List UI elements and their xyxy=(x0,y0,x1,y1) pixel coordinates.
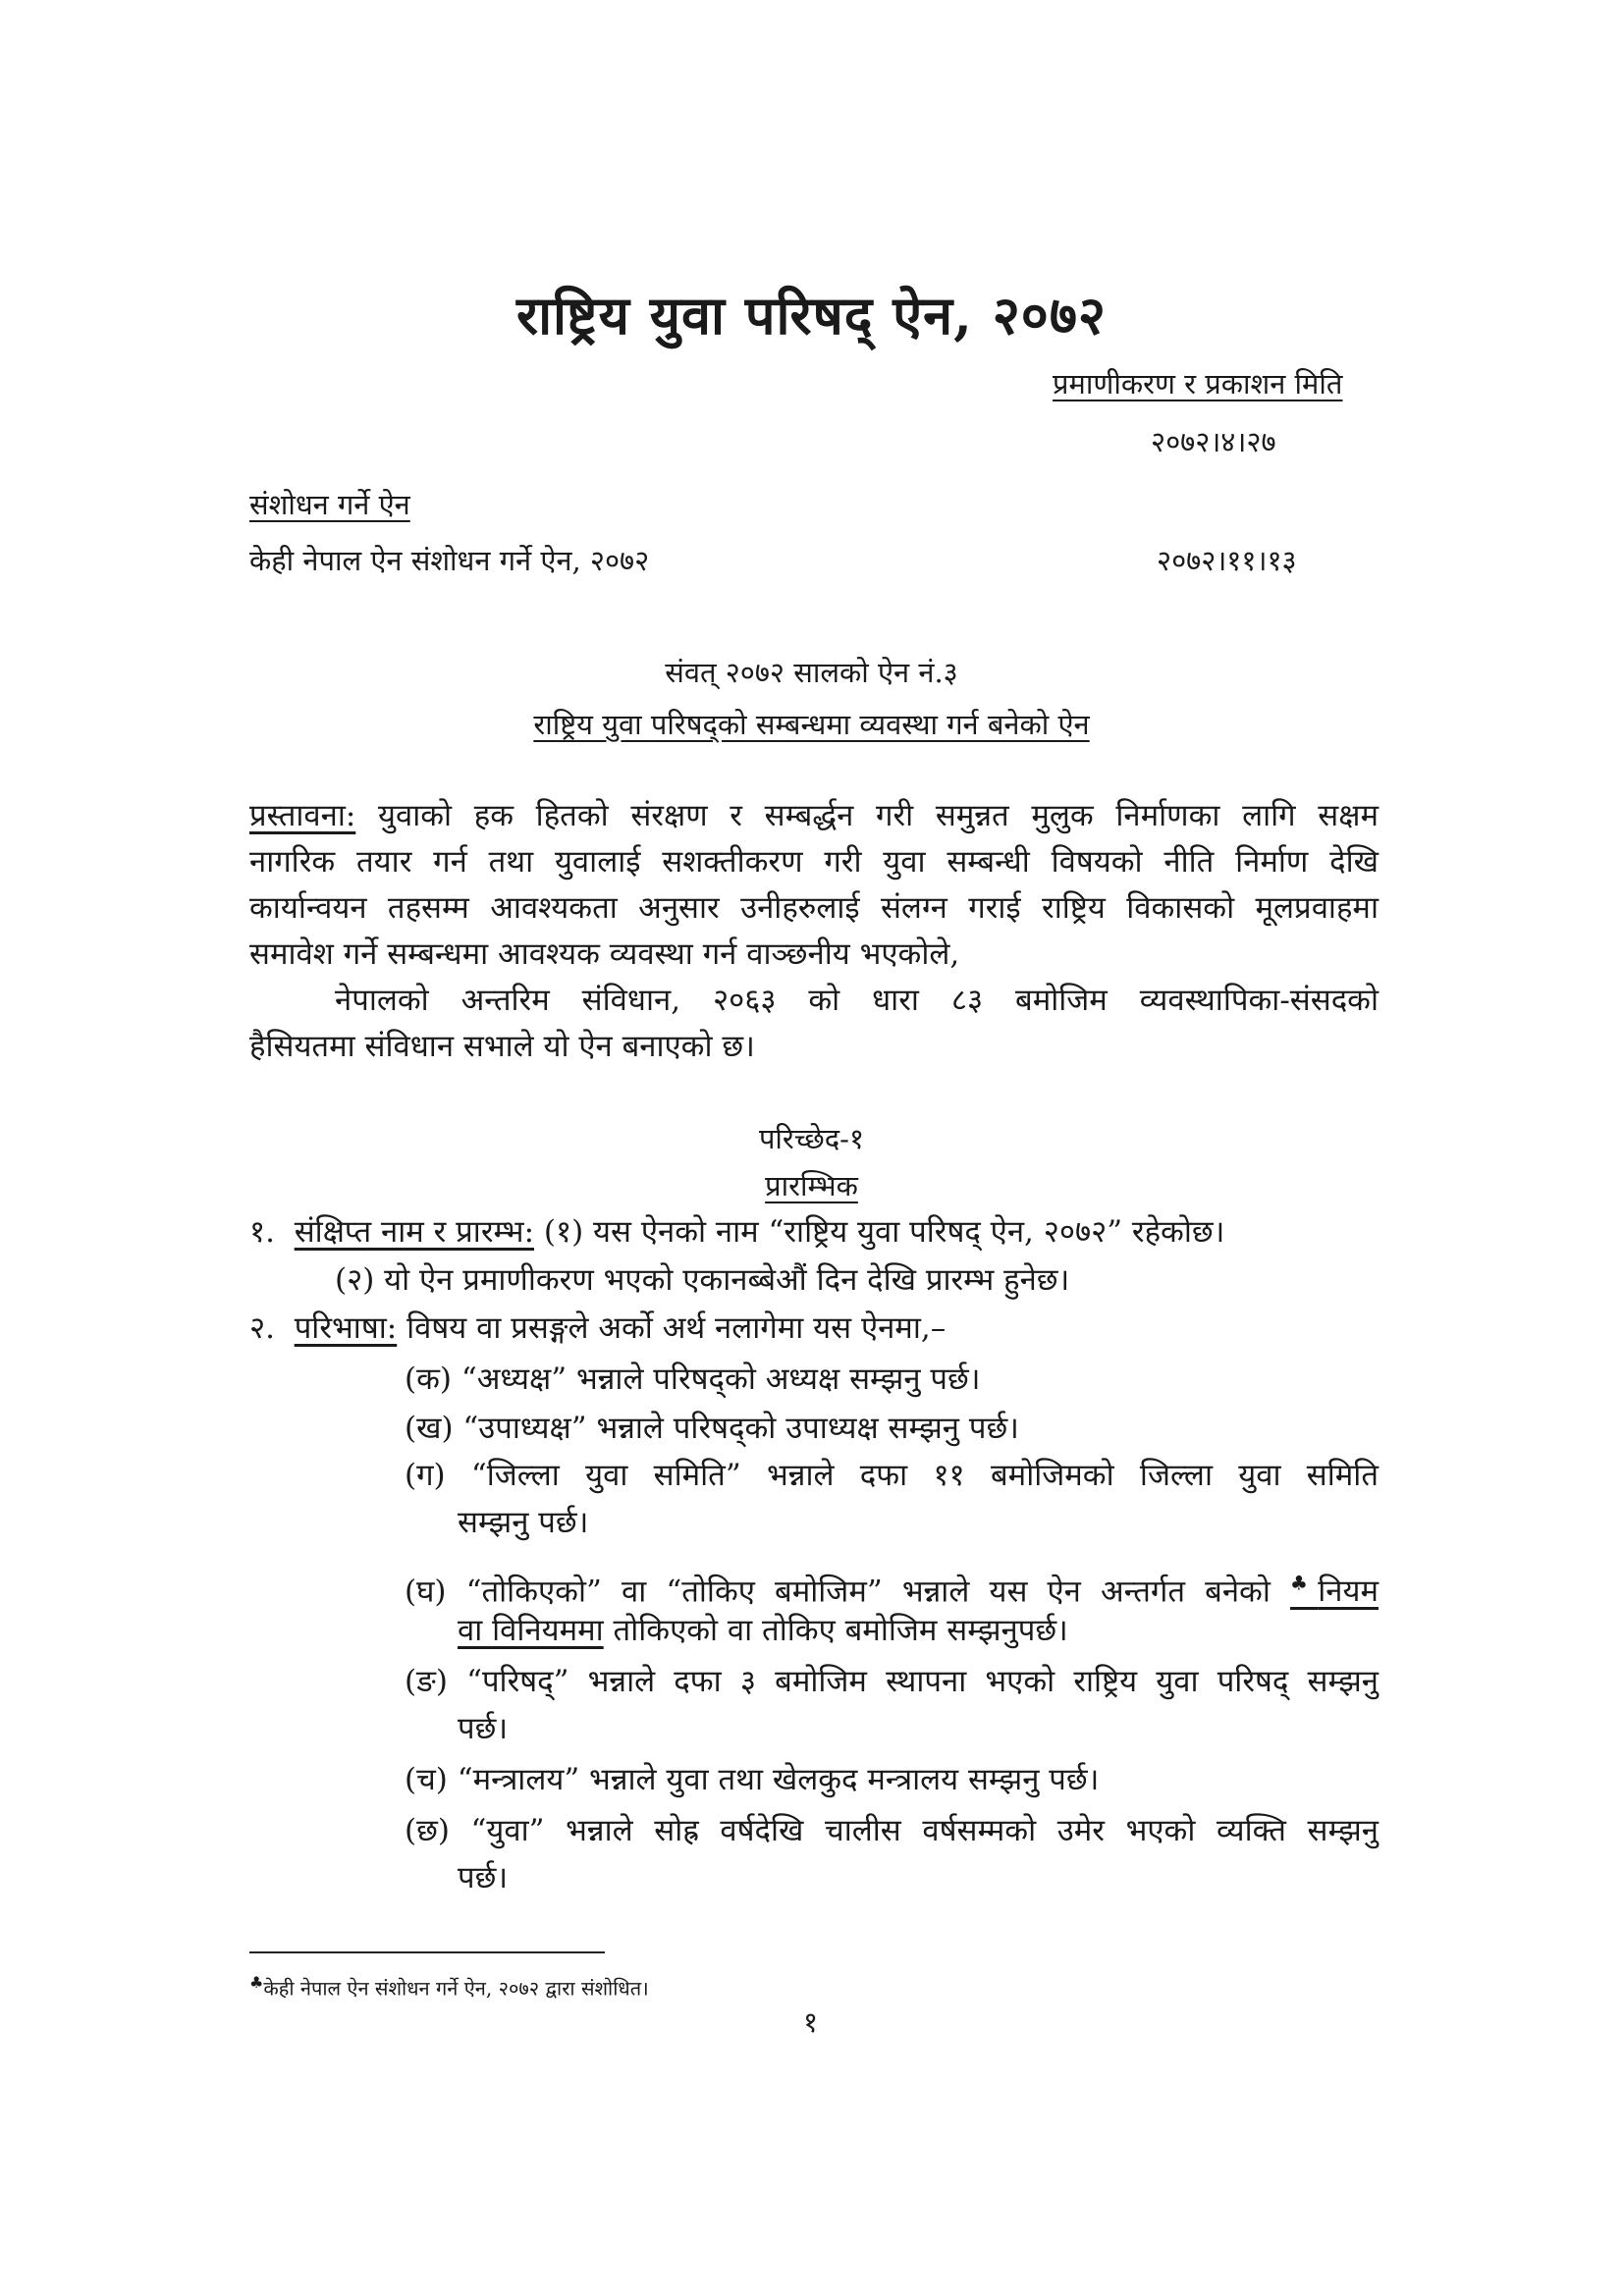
definition-chha-line-2: पर्छ। xyxy=(458,1860,509,1896)
preamble-line-6: हैसियतमा संविधान सभाले यो ऐन बनाएको छ। xyxy=(249,1029,755,1064)
section-2-number: २. xyxy=(249,1310,275,1346)
section-2-heading: परिभाषा: xyxy=(294,1310,398,1346)
definition-chha-line-1: (छ) “युवा” भन्नाले सोह्र वर्षदेखि चालीस वर्षसम्मको उमेर भएको व्यक्ति सम्झनु xyxy=(405,1813,1379,1848)
auth-date: २०७२।४।२७ xyxy=(1151,425,1276,458)
auth-date-label: प्रमाणीकरण र प्रकाशन मिति xyxy=(1053,367,1343,400)
definition-cha: (च) “मन्त्रालय” भन्नाले युवा तथा खेलकुद मन्त्रालय सम्झनु पर्छ। xyxy=(405,1762,1100,1797)
preamble-line-5: नेपालको अन्तरिम संविधान, २०६३ को धारा ८३ बमोजिम व्यवस्थापिका-संसदको xyxy=(335,983,1379,1018)
amending-act-heading: संशोधन गर्ने ऐन xyxy=(249,488,410,521)
chapter-number: परिच्छेद-१ xyxy=(758,1122,865,1155)
amending-act-date: २०७२।११।१३ xyxy=(1157,544,1297,577)
definition-gha-line-1: (घ) “तोकिएको” वा “तोकिए बमोजिम” भन्नाले यस ऐन अन्तर्गत बनेको ♣नियम xyxy=(405,1572,1379,1610)
act-number: संवत् २०७२ सालको ऐन नं.३ xyxy=(665,656,958,689)
section-1 xyxy=(249,1209,1224,1255)
definition-ga-line-1: (ग) “जिल्ला युवा समिति” भन्नाले दफा ११ बमोजिमको जिल्ला युवा समिति xyxy=(405,1458,1379,1493)
chapter-title: प्रारम्भिक xyxy=(765,1169,858,1202)
footnote-mark-icon: ♣ xyxy=(249,1973,264,1992)
definition-gha-line-2: वा विनियममा तोकिएको वा तोकिए बमोजिम सम्झनुपर्छ। xyxy=(458,1613,1068,1648)
section-2-text: विषय वा प्रसङ्गले अर्को अर्थ नलागेमा यस ऐनमा,– xyxy=(406,1310,947,1346)
definition-ka: (क) “अध्यक्ष” भन्नाले परिषद्को अध्यक्ष सम्झनु पर्छ। xyxy=(405,1362,981,1397)
definition-nga-line-1: (ङ) “परिषद्” भन्नाले दफा ३ बमोजिम स्थापना भएको राष्ट्रिय युवा परिषद् सम्झनु xyxy=(405,1664,1379,1699)
preamble-line-4: समावेश गर्ने सम्बन्धमा आवश्यक व्यवस्था गर्न वाञ्छनीय भएकोले, xyxy=(249,936,960,972)
footnote xyxy=(249,1973,649,2002)
preamble-line-3: कार्यान्वयन तहसम्म आवश्यकता अनुसार उनीहरुलाई संलग्न गराई राष्ट्रिय विकासको मूलप्रवाहमा xyxy=(249,890,1379,926)
footnote-divider xyxy=(249,1951,605,1953)
section-1-number: १. xyxy=(249,1214,275,1250)
preamble-label: प्रस्तावना: xyxy=(249,798,356,833)
definition-kha: (ख) “उपाध्यक्ष” भन्नाले परिषद्को उपाध्यक्ष सम्झनु पर्छ। xyxy=(405,1411,1019,1446)
section-1-text: (१) यस ऐनको नाम “राष्ट्रिय युवा परिषद् ऐन, २०७२” रहेकोछ। xyxy=(543,1214,1225,1250)
amendment-mark-icon: ♣ xyxy=(1290,1572,1319,1595)
act-subtitle: राष्ट्रिय युवा परिषद्को सम्बन्धमा व्यवस्था गर्न बनेको ऐन xyxy=(533,708,1090,741)
preamble-line-1: प्रस्तावना: युवाको हक हितको संरक्षण र सम्बर्द्धन गरी समुन्नत मुलुक निर्माणका लागि सक्षम xyxy=(249,798,1379,833)
preamble-line-2: नागरिक तयार गर्न तथा युवालाई सशक्तीकरण गरी युवा सम्बन्धी विषयको नीति निर्माण देखि xyxy=(249,844,1379,880)
definition-nga-line-2: पर्छ। xyxy=(458,1711,509,1746)
page-title: राष्ट्रिय युवा परिषद् ऐन, २०७२ xyxy=(515,284,1108,347)
page-number: १ xyxy=(803,2005,819,2039)
section-1-heading: संक्षिप्त नाम र प्रारम्भ: xyxy=(294,1214,535,1250)
amending-act-name: केही नेपाल ऐन संशोधन गर्ने ऐन, २०७२ xyxy=(249,544,650,577)
section-2 xyxy=(249,1306,946,1352)
section-1-sub-2: (२) यो ऐन प्रमाणीकरण भएको एकानब्बेऔं दिन देखि प्रारम्भ हुनेछ। xyxy=(335,1262,1070,1298)
footnote-text: केही नेपाल ऐन संशोधन गर्ने ऐन, २०७२ द्वारा संशोधित। xyxy=(263,1976,649,2001)
definition-ga-line-2: सम्झनु पर्छ। xyxy=(458,1505,589,1540)
